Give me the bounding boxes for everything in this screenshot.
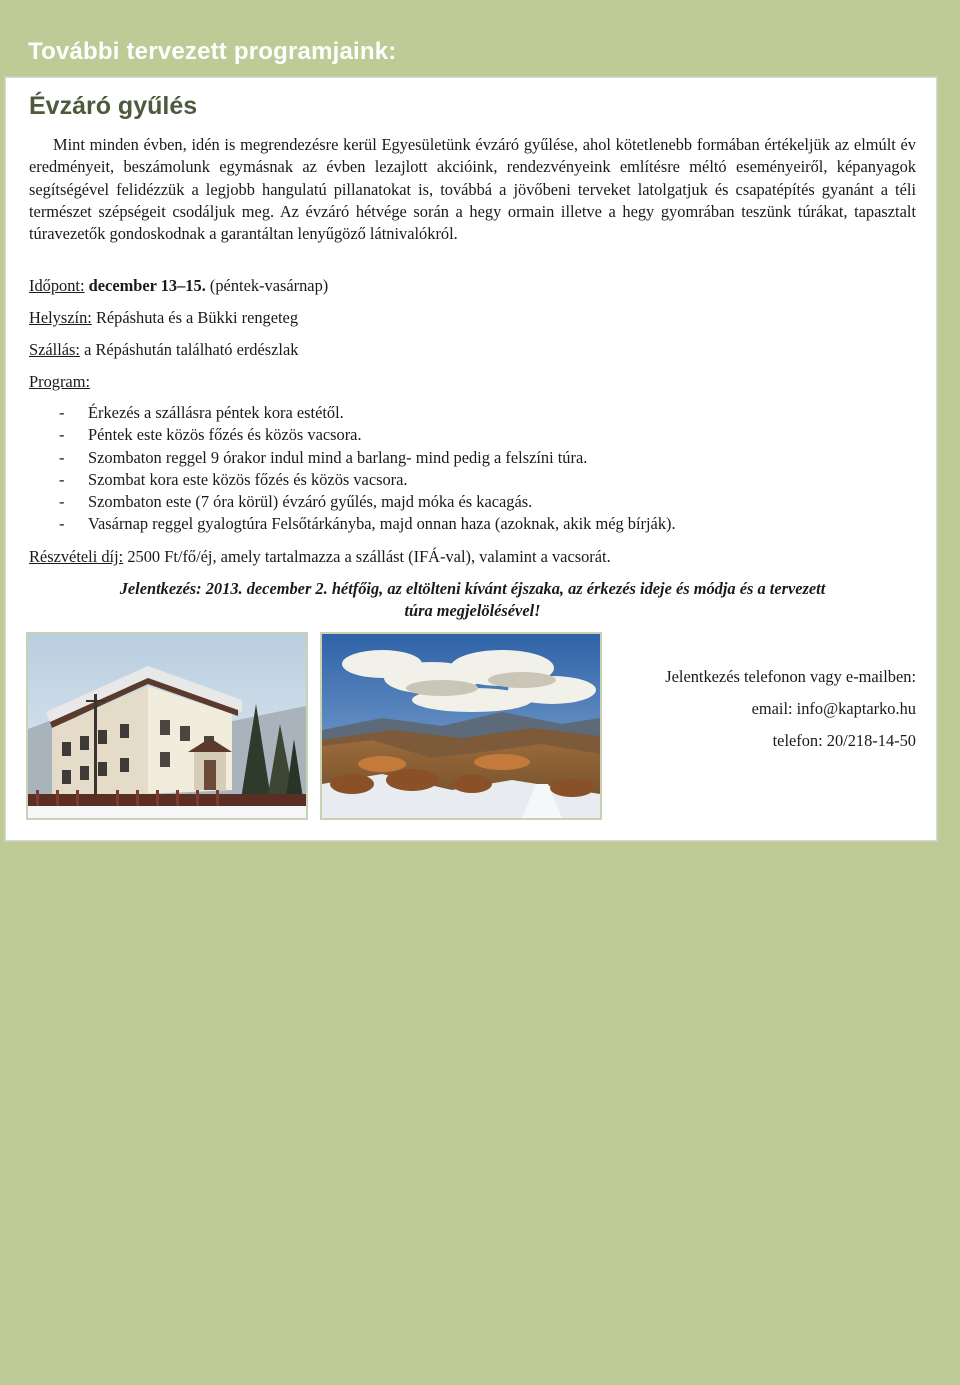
date-label: Időpont: <box>29 276 85 295</box>
lodging-label: Szállás: <box>29 340 80 359</box>
event-fee <box>29 546 611 568</box>
program-item: - Vasárnap reggel gyalogtúra Felsőtárkányba, majd onnan haza (azoknak, akik még bírják). <box>29 513 676 535</box>
location-value: Répáshuta és a Bükki rengeteg <box>95 308 299 327</box>
fee-value: 2500 Ft/fő/éj, amely tartalmazza a szállást (IFÁ-val), valamint a vacsorát. <box>127 547 611 566</box>
lodging-value: a Répáshután található erdészlak <box>84 340 299 359</box>
event-program-heading <box>29 371 90 393</box>
date-value: december 13–15. <box>88 276 206 295</box>
program-item: - Péntek este közös főzés és közös vacsora. <box>29 424 676 446</box>
bullet-dash: - <box>59 514 65 534</box>
program-item: - Érkezés a szállásra péntek kora estétől. <box>29 402 676 424</box>
bullet-dash: - <box>59 403 65 422</box>
program-item: - Szombat kora este közös főzés és közös vacsora. <box>29 469 676 491</box>
event-lodging <box>29 339 298 361</box>
lodge-house-photo <box>26 632 308 820</box>
event-title: Évzáró gyűlés <box>29 92 198 120</box>
date-note: (péntek-vasárnap) <box>209 276 329 295</box>
winter-landscape-photo <box>320 632 602 820</box>
page-title: További tervezett programjaink: <box>28 38 397 65</box>
location-label: Helyszín: <box>29 308 92 327</box>
deadline-line-1: Jelentkezés: 2013. december 2. hétfőig, az eltölteni kívánt éjszaka, az érkezés ideje és módja és a tervezett <box>119 579 826 598</box>
event-location <box>29 307 298 329</box>
bullet-dash: - <box>59 447 65 467</box>
event-intro: Mint minden évben, idén is megrendezésre kerül Egyesületünk évzáró gyűlése, ahol kötetlenebb formában értékeljük az elmúlt év eredményeit, beszámolunk egymásnak az évben lezajlott akcióink, rendezvényeink említésre méltó eseményeiről, képanyagok segítségével felidézzük a legjobb hangulatú pillanatokat is, továbbá a jövőbeni terveket latolgatjuk és csapatépítés gyanánt a téli természet szépségeit csodáljuk meg. Az évzáró hétvége során a hegy ormain illetve a hegy gyomrában teszünk túrákat, tapasztalt túravezetők gondoskodnak a garantáltan lenyűgöző látnivalókról. <box>29 135 916 244</box>
contact-email: email: info@kaptarko.hu <box>751 699 916 718</box>
contact-intro: Jelentkezés telefonon vagy e-mailben: <box>665 667 916 686</box>
event-card <box>5 77 937 841</box>
program-list <box>29 402 676 536</box>
registration-deadline <box>29 578 916 623</box>
event-date <box>29 275 328 297</box>
program-item: - Szombaton reggel 9 órakor indul mind a barlang- mind pedig a felszíni túra. <box>29 447 676 469</box>
program-item: - Szombaton este (7 óra körül) évzáró gyűlés, majd móka és kacagás. <box>29 491 676 513</box>
fee-label: Részvételi díj: <box>29 547 124 566</box>
deadline-line-2: túra megjelölésével! <box>404 601 541 621</box>
program-label: Program: <box>29 372 91 391</box>
bullet-dash: - <box>59 469 65 489</box>
bullet-dash: - <box>59 425 65 445</box>
contact-phone: telefon: 20/218-14-50 <box>772 731 916 750</box>
bullet-dash: - <box>59 492 65 512</box>
